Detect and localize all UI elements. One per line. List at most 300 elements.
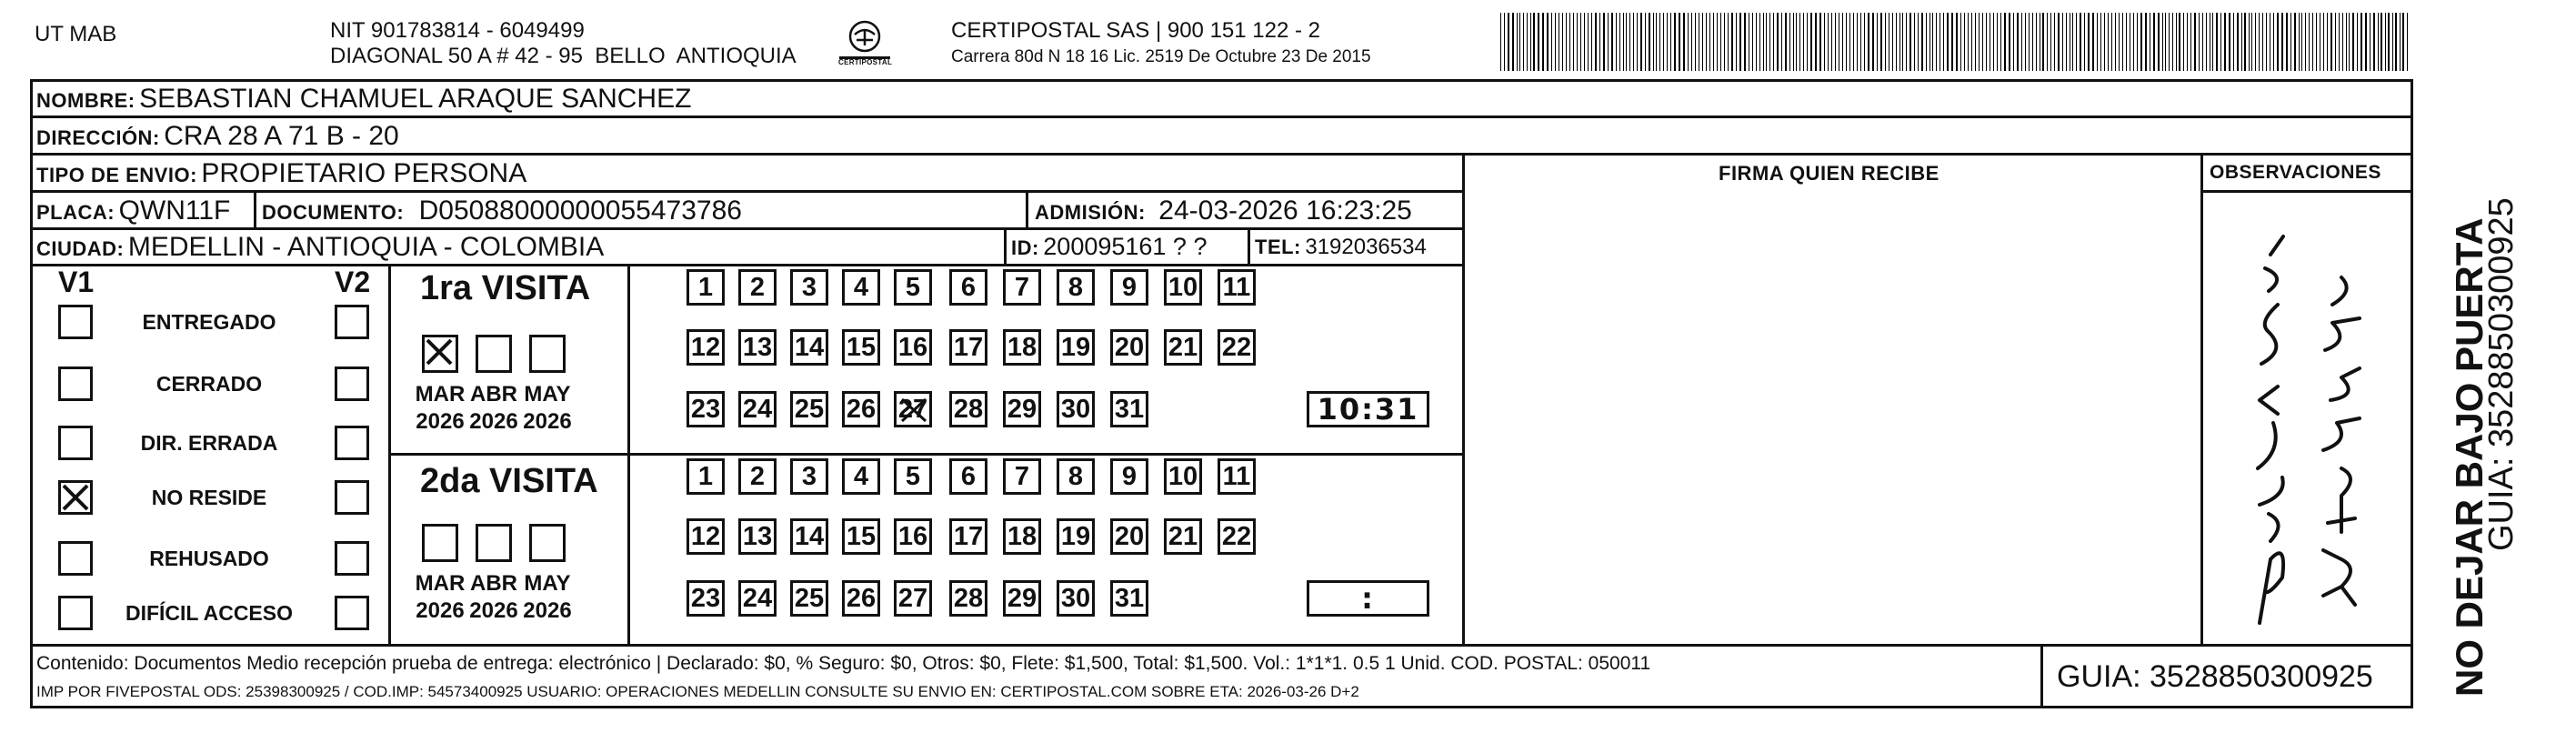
month-checkbox[interactable] xyxy=(529,335,566,373)
barcode-bar xyxy=(2241,13,2242,71)
barcode-bar xyxy=(1508,13,1509,71)
day-box[interactable]: 31 xyxy=(1110,391,1148,427)
barcode-bar xyxy=(2373,13,2374,71)
barcode-bar xyxy=(2100,13,2101,71)
barcode-bar xyxy=(1773,13,1774,71)
day-box[interactable]: 2 xyxy=(738,458,777,495)
barcode-bar xyxy=(2183,13,2184,71)
day-box[interactable]: 7 xyxy=(1003,269,1041,306)
barcode-bar xyxy=(1810,13,1812,71)
status-v1-checkbox[interactable] xyxy=(58,305,93,339)
visit2-title: 2da VISITA xyxy=(420,462,598,500)
barcode-bar xyxy=(1555,13,1556,71)
plate-value: QWN11F xyxy=(118,196,231,226)
barcode-bar xyxy=(1653,13,1654,71)
barcode-bar xyxy=(1527,13,1528,71)
barcode-bar xyxy=(2229,13,2230,71)
day-box[interactable]: 23 xyxy=(687,580,725,617)
barcode-bar xyxy=(2194,13,2196,71)
barcode-bar xyxy=(1626,13,1627,71)
month-label: MAY xyxy=(524,382,571,407)
barcode-bar xyxy=(2122,13,2123,71)
barcode-bar xyxy=(1885,13,1887,71)
day-box[interactable]: 26 xyxy=(842,391,880,427)
barcode-bar xyxy=(1603,13,1605,71)
status-label: DIR. ERRADA xyxy=(140,431,278,455)
barcode-bar xyxy=(2199,13,2200,71)
barcode-bar xyxy=(1667,13,1668,71)
barcode-bar xyxy=(2179,13,2180,71)
status-label: ENTREGADO xyxy=(142,310,276,334)
row-divider xyxy=(2202,190,2413,193)
barcode-bar xyxy=(2266,13,2267,71)
barcode-bar xyxy=(1849,13,1850,71)
day-box[interactable]: 13 xyxy=(738,329,777,366)
footer-guide-divider xyxy=(2040,644,2043,708)
barcode-bar xyxy=(2032,13,2033,71)
barcode-bar xyxy=(1736,13,1738,71)
barcode-bar xyxy=(1842,13,1843,71)
month-year: 2026 xyxy=(416,598,465,623)
barcode-bar xyxy=(1569,13,1570,71)
month-label: ABR xyxy=(470,382,517,407)
barcode-bar xyxy=(2335,13,2336,71)
month-label: MAR xyxy=(415,571,466,596)
day-box[interactable]: 22 xyxy=(1218,518,1256,555)
day-box[interactable]: 27 xyxy=(894,391,932,427)
day-box[interactable]: 6 xyxy=(949,458,987,495)
barcode-bar xyxy=(2346,13,2347,71)
barcode-bar xyxy=(1542,13,1544,71)
barcode-bar xyxy=(1868,13,1869,71)
month-checkbox[interactable] xyxy=(476,524,512,562)
row-divider xyxy=(30,264,1464,266)
barcode-bar xyxy=(1629,13,1630,71)
barcode-bar xyxy=(2309,13,2310,71)
v1-label: V1 xyxy=(58,266,95,298)
barcode-bar xyxy=(1759,13,1760,71)
day-box[interactable]: 28 xyxy=(949,580,987,617)
day-box[interactable]: 10 xyxy=(1164,269,1202,306)
barcode-bar xyxy=(1720,13,1721,71)
barcode-bar xyxy=(2013,13,2015,71)
footer-contents: Contenido: Documentos Medio recepción prueba de entrega: electrónico | Declarado: $0, % Seguro: $0, Otros: $0, Flete: $1,500, Total: $1,500. Vol.: 1*1*1. 0.5 1 Unid. COD. POSTAL: 050011 xyxy=(36,653,1651,674)
barcode-bar xyxy=(2165,13,2166,71)
barcode-bar xyxy=(1645,13,1646,71)
barcode-bar xyxy=(2301,13,2302,71)
barcode-bar xyxy=(2058,13,2060,71)
barcode-bar xyxy=(1608,13,1609,71)
barcode-bar xyxy=(1619,13,1620,71)
id-label: ID: xyxy=(1011,236,1039,259)
barcode-bar xyxy=(2158,13,2160,71)
barcode-bar xyxy=(2084,13,2086,71)
day-box[interactable]: 2 xyxy=(738,269,777,306)
barcode-bar xyxy=(2251,13,2252,71)
day-box[interactable]: 4 xyxy=(842,269,880,306)
barcode-bar xyxy=(1547,13,1549,71)
day-box[interactable]: 3 xyxy=(790,269,828,306)
barcode-bar xyxy=(2352,13,2354,71)
barcode-bar xyxy=(2378,13,2379,71)
admission-label: ADMISIÓN: xyxy=(1035,201,1146,224)
barcode-bar xyxy=(1504,13,1505,71)
barcode-bar xyxy=(1717,13,1718,71)
barcode-bar xyxy=(1819,13,1821,71)
barcode-bar xyxy=(2407,13,2408,71)
month-year: 2026 xyxy=(416,409,465,434)
day-box[interactable]: 20 xyxy=(1110,518,1148,555)
day-box[interactable]: 16 xyxy=(894,518,932,555)
barcode-bar xyxy=(1929,13,1930,71)
row-divider xyxy=(30,115,2413,118)
barcode-bar xyxy=(2137,13,2138,71)
barcode-bar xyxy=(1763,13,1764,71)
barcode-bar xyxy=(2286,13,2288,71)
name-label: NOMBRE: xyxy=(36,89,135,112)
barcode-bar xyxy=(1640,13,1641,71)
barcode-bar xyxy=(2115,13,2116,71)
footer-guide: GUIA: 3528850300925 xyxy=(2057,659,2373,694)
address-label: DIRECCIÓN: xyxy=(36,126,160,149)
day-box[interactable]: 26 xyxy=(842,580,880,617)
barcode-bar xyxy=(1584,13,1585,71)
barcode-bar xyxy=(2009,13,2010,71)
barcode-bar xyxy=(1932,13,1933,71)
barcode-bar xyxy=(2162,13,2163,71)
time-box[interactable]: : xyxy=(1307,580,1429,617)
barcode-bar xyxy=(1573,13,1574,71)
barcode-bar xyxy=(2281,13,2283,71)
status-v1-checkbox[interactable] xyxy=(58,541,93,576)
barcode-bar xyxy=(1591,13,1592,71)
barcode-bar xyxy=(1807,13,1809,71)
day-box[interactable]: 29 xyxy=(1003,580,1041,617)
id-row xyxy=(1011,233,1207,261)
visit1-title: 1ra VISITA xyxy=(420,269,591,307)
barcode-bar xyxy=(1663,13,1664,71)
city-row xyxy=(36,232,604,263)
barcode-bar xyxy=(2202,13,2203,71)
day-box[interactable]: 1 xyxy=(687,458,725,495)
barcode-bar xyxy=(1679,13,1680,71)
barcode-bar xyxy=(2150,13,2151,71)
barcode-bar xyxy=(2029,13,2030,71)
month-checkbox[interactable] xyxy=(476,335,512,373)
barcode-bar xyxy=(1815,13,1817,71)
company-address: DIAGONAL 50 A # 42 - 95 BELLO ANTIOQUIA xyxy=(330,44,797,68)
barcode xyxy=(1500,13,2410,71)
day-box[interactable]: 1 xyxy=(687,269,725,306)
barcode-bar xyxy=(1670,13,1672,71)
barcode-bar xyxy=(2047,13,2048,71)
day-box[interactable]: 17 xyxy=(949,329,987,366)
day-box[interactable]: 7 xyxy=(1003,458,1041,495)
barcode-bar xyxy=(1971,13,1972,71)
status-v1-checkbox[interactable] xyxy=(58,480,93,515)
day-box[interactable]: 5 xyxy=(894,269,932,306)
footer-divider xyxy=(30,644,2413,647)
barcode-bar xyxy=(1599,13,1601,71)
day-box[interactable]: 15 xyxy=(842,329,880,366)
barcode-bar xyxy=(1562,13,1563,71)
day-box[interactable]: 19 xyxy=(1057,329,1095,366)
status-label: REHUSADO xyxy=(149,547,269,570)
barcode-bar xyxy=(1695,13,1696,71)
barcode-bar xyxy=(2104,13,2105,71)
barcode-bar xyxy=(1880,13,1882,71)
day-box[interactable]: 29 xyxy=(1003,391,1041,427)
status-v2-checkbox[interactable] xyxy=(335,596,369,630)
type-value: PROPIETARIO PERSONA xyxy=(201,158,527,188)
barcode-bar xyxy=(1914,13,1915,71)
month-checkbox[interactable] xyxy=(529,524,566,562)
barcode-bar xyxy=(1918,13,1919,71)
observations-divider xyxy=(2200,153,2203,645)
day-box[interactable]: 30 xyxy=(1057,391,1095,427)
day-box[interactable]: 8 xyxy=(1057,269,1095,306)
barcode-bar xyxy=(2145,13,2147,71)
barcode-bar xyxy=(1588,13,1589,71)
barcode-bar xyxy=(1936,13,1937,71)
day-box[interactable]: 6 xyxy=(949,269,987,306)
day-box[interactable]: 23 xyxy=(687,391,725,427)
barcode-bar xyxy=(1739,13,1741,71)
id-divider xyxy=(1004,227,1007,264)
day-box[interactable]: 22 xyxy=(1218,329,1256,366)
barcode-bar xyxy=(2327,13,2328,71)
day-box[interactable]: 3 xyxy=(790,458,828,495)
barcode-bar xyxy=(2323,13,2324,71)
status-v2-checkbox[interactable] xyxy=(335,305,369,339)
barcode-bar xyxy=(2339,13,2340,71)
day-box[interactable]: 13 xyxy=(738,518,777,555)
barcode-bar xyxy=(2212,13,2213,71)
document-label: DOCUMENTO: xyxy=(262,201,405,224)
barcode-bar xyxy=(1781,13,1782,71)
day-box[interactable]: 9 xyxy=(1110,458,1148,495)
day-box[interactable]: 18 xyxy=(1003,518,1041,555)
status-v2-checkbox[interactable] xyxy=(335,541,369,576)
barcode-bar xyxy=(1517,13,1518,71)
day-box[interactable]: 12 xyxy=(687,329,725,366)
barcode-bar xyxy=(2176,13,2177,71)
barcode-bar xyxy=(1769,13,1770,71)
day-box[interactable]: 28 xyxy=(949,391,987,427)
tel-value: 3192036534 xyxy=(1305,235,1427,259)
document-row xyxy=(262,196,742,226)
barcode-bar xyxy=(1796,13,1797,71)
admission-divider xyxy=(1026,190,1028,227)
barcode-bar xyxy=(1960,13,1961,71)
barcode-bar xyxy=(2259,13,2260,71)
company-name: UT MAB xyxy=(35,22,117,46)
tel-row xyxy=(1255,235,1427,260)
plate-divider xyxy=(254,190,256,227)
barcode-bar xyxy=(1964,13,1965,71)
barcode-bar xyxy=(1523,13,1524,71)
barcode-bar xyxy=(1951,13,1953,71)
barcode-bar xyxy=(1896,13,1897,71)
barcode-bar xyxy=(2330,13,2332,71)
type-label: TIPO DE ENVIO: xyxy=(36,164,197,186)
barcode-bar xyxy=(1533,13,1535,71)
barcode-bar xyxy=(2299,13,2300,71)
barcode-bar xyxy=(2224,13,2226,71)
courier-license: Carrera 80d N 18 16 Lic. 2519 De Octubre 23 De 2015 xyxy=(951,47,1371,66)
barcode-bar xyxy=(2076,13,2077,71)
footer-printer-info: IMP POR FIVEPOSTAL ODS: 25398300925 / COD.IMP: 54573400925 USUARIO: OPERACIONES MEDELLIN CONSULTE SU ENVIO EN: CERTIPOSTAL.COM SOBRE ETA: 2026-03-26 D+2 xyxy=(36,683,1359,700)
barcode-bar xyxy=(1512,13,1514,71)
day-box[interactable]: 11 xyxy=(1218,458,1256,495)
barcode-bar xyxy=(2133,13,2134,71)
month-label: ABR xyxy=(470,571,517,596)
barcode-bar xyxy=(1691,13,1692,71)
barcode-bar xyxy=(2140,13,2142,71)
day-box[interactable]: 30 xyxy=(1057,580,1095,617)
day-box[interactable]: 4 xyxy=(842,458,880,495)
barcode-bar xyxy=(1828,13,1829,71)
barcode-bar xyxy=(1986,13,1987,71)
day-box[interactable]: 14 xyxy=(790,518,828,555)
day-box[interactable]: 24 xyxy=(738,580,777,617)
day-box[interactable]: 16 xyxy=(894,329,932,366)
day-box[interactable]: 15 xyxy=(842,518,880,555)
time-box[interactable]: 10:31 xyxy=(1307,391,1429,427)
barcode-bar xyxy=(2169,13,2170,71)
barcode-bar xyxy=(1611,13,1613,71)
city-label: CIUDAD: xyxy=(36,237,125,260)
month-checkbox[interactable] xyxy=(422,335,458,373)
barcode-bar xyxy=(1749,13,1750,71)
day-box[interactable]: 21 xyxy=(1164,518,1202,555)
barcode-bar xyxy=(1824,13,1825,71)
barcode-bar xyxy=(1538,13,1539,71)
barcode-bar xyxy=(1649,13,1650,71)
day-box[interactable]: 27 xyxy=(894,580,932,617)
day-box[interactable]: 21 xyxy=(1164,329,1202,366)
barcode-bar xyxy=(2092,13,2094,71)
tel-divider xyxy=(1248,227,1250,264)
side-guide: GUIA: 3528850300925 xyxy=(2482,197,2521,551)
status-label: CERRADO xyxy=(155,372,263,396)
address-row xyxy=(36,121,399,152)
barcode-bar xyxy=(2021,13,2023,71)
barcode-bar xyxy=(2357,13,2359,71)
status-label: NO RESIDE xyxy=(151,486,267,509)
status-v1-checkbox[interactable] xyxy=(58,596,93,630)
barcode-bar xyxy=(1997,13,1998,71)
day-box[interactable]: 18 xyxy=(1003,329,1041,366)
month-label: MAY xyxy=(524,571,571,596)
barcode-bar xyxy=(1857,13,1858,71)
day-box[interactable]: 25 xyxy=(790,580,828,617)
barcode-bar xyxy=(1853,13,1854,71)
barcode-bar xyxy=(2305,13,2306,71)
barcode-bar xyxy=(2220,13,2222,71)
barcode-bar xyxy=(2392,13,2393,71)
day-box[interactable]: 31 xyxy=(1110,580,1148,617)
plate-row xyxy=(36,196,230,226)
month-year: 2026 xyxy=(523,598,572,623)
status-v1-checkbox[interactable] xyxy=(58,426,93,460)
barcode-bar xyxy=(1872,13,1874,71)
barcode-bar xyxy=(1877,13,1879,71)
barcode-bar xyxy=(1637,13,1638,71)
barcode-bar xyxy=(2126,13,2127,71)
barcode-bar xyxy=(2119,13,2120,71)
day-box[interactable]: 14 xyxy=(790,329,828,366)
barcode-bar xyxy=(1899,13,1900,71)
status-v2-checkbox[interactable] xyxy=(335,480,369,515)
month-year: 2026 xyxy=(523,409,572,434)
day-box[interactable]: 8 xyxy=(1057,458,1095,495)
barcode-bar xyxy=(1793,13,1794,71)
barcode-bar xyxy=(2111,13,2112,71)
status-v1-checkbox[interactable] xyxy=(58,366,93,401)
day-box[interactable]: 9 xyxy=(1110,269,1148,306)
barcode-bar xyxy=(1566,13,1567,71)
v2-label: V2 xyxy=(335,266,371,298)
name-value: SEBASTIAN CHAMUEL ARAQUE SANCHEZ xyxy=(139,84,692,114)
barcode-bar xyxy=(1947,13,1949,71)
barcode-bar xyxy=(1519,13,1520,71)
company-nit: NIT 901783814 - 6049499 xyxy=(330,18,585,43)
day-box[interactable]: 12 xyxy=(687,518,725,555)
barcode-bar xyxy=(2273,13,2274,71)
month-label: MAR xyxy=(415,382,466,407)
barcode-bar xyxy=(2088,13,2090,71)
plate-label: PLACA: xyxy=(36,201,115,224)
barcode-bar xyxy=(2080,13,2081,71)
barcode-bar xyxy=(2385,13,2386,71)
barcode-bar xyxy=(1731,13,1733,71)
name-row xyxy=(36,84,691,115)
barcode-bar xyxy=(2244,13,2245,71)
barcode-bar xyxy=(2153,13,2155,71)
barcode-bar xyxy=(1909,13,1910,71)
admission-value: 24-03-2026 16:23:25 xyxy=(1158,196,1412,226)
barcode-bar xyxy=(1943,13,1945,71)
barcode-bar xyxy=(2004,13,2006,71)
barcode-bar xyxy=(1803,13,1804,71)
day-box[interactable]: 17 xyxy=(949,518,987,555)
barcode-bar xyxy=(1595,13,1597,71)
barcode-bar xyxy=(2172,13,2173,71)
handwritten-observation xyxy=(2205,205,2410,641)
admission-row xyxy=(1035,196,1412,226)
barcode-bar xyxy=(1744,13,1746,71)
day-box[interactable]: 25 xyxy=(790,391,828,427)
day-box[interactable]: 5 xyxy=(894,458,932,495)
status-v2-checkbox[interactable] xyxy=(335,366,369,401)
barcode-bar xyxy=(2066,13,2067,71)
month-checkbox[interactable] xyxy=(422,524,458,562)
day-box[interactable]: 24 xyxy=(738,391,777,427)
day-box[interactable]: 11 xyxy=(1218,269,1256,306)
day-box[interactable]: 19 xyxy=(1057,518,1095,555)
day-box[interactable]: 20 xyxy=(1110,329,1148,366)
type-row xyxy=(36,158,526,189)
barcode-bar xyxy=(1530,13,1531,71)
barcode-bar xyxy=(2342,13,2343,71)
barcode-bar xyxy=(1902,13,1903,71)
document-value: D05088000000055473786 xyxy=(418,196,742,226)
barcode-bar xyxy=(1633,13,1634,71)
status-v2-checkbox[interactable] xyxy=(335,426,369,460)
day-box[interactable]: 10 xyxy=(1164,458,1202,495)
barcode-bar xyxy=(1968,13,1969,71)
